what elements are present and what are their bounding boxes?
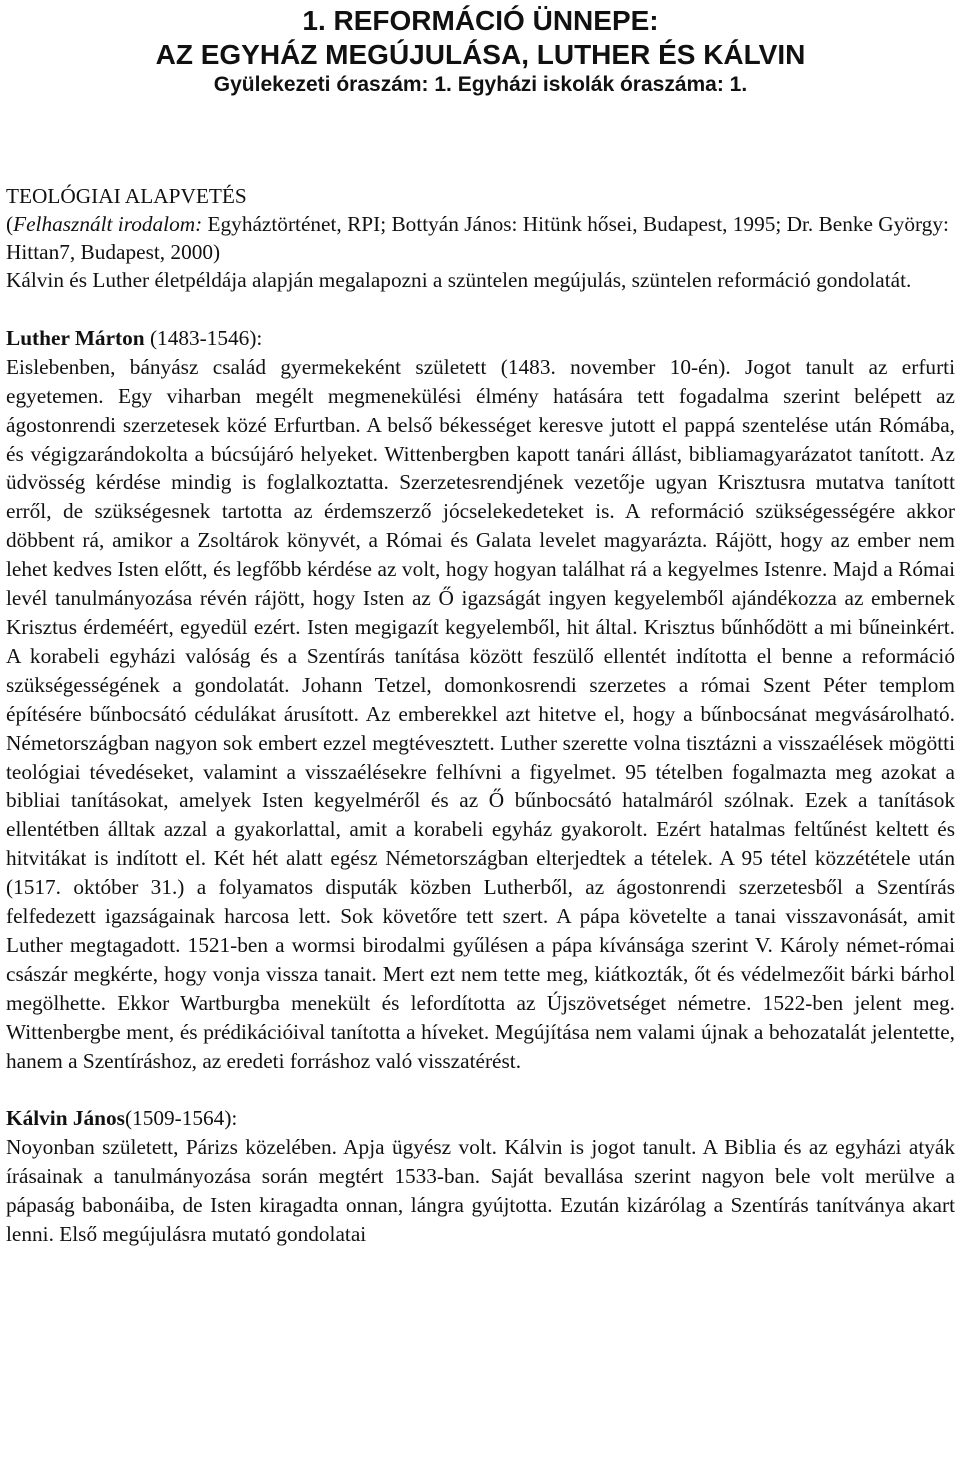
section-title: TEOLÓGIAI ALAPVETÉS — [6, 184, 247, 208]
aim-paragraph: Kálvin és Luther életpéldája alapján megalapozni a szüntelen megújulás, szüntelen reformáció gondolatát. — [6, 268, 912, 292]
kalvin-dates: (1509-1564): — [124, 1106, 238, 1131]
luther-heading — [6, 324, 955, 353]
page-title-line1: 1. REFORMÁCIÓ ÜNNEPE: — [302, 5, 659, 36]
literature-label: Felhasznált irodalom: — [13, 212, 203, 236]
lesson-hours: Gyülekezeti óraszám: 1. Egyházi iskolák óraszáma: 1. — [213, 73, 748, 96]
page-title-line2: AZ EGYHÁZ MEGÚJULÁSA, LUTHER ÉS KÁLVIN — [155, 39, 806, 70]
literature-text: Egyháztörténet, RPI; Bottyán János: Hitünk hősei, Budapest, 1995; Dr. Benke György: Hittan7, Budapest, 2000) — [6, 212, 949, 264]
kalvin-paragraph: Noyonban született, Párizs közelében. Apja ügyész volt. Kálvin is jogot tanult. A Biblia és az egyházi atyák írásainak a tanulmányozása során megtért 1533-ban. Saját bevallása szerint nagyon bele volt merülve a pápaság babonáiba, de Isten kiragadta onnan, lángra gyújtotta. Ezután kizárólag a Szentírás tanítványa akart lenni. Első megújulásra mutató gondolatai — [6, 1135, 955, 1247]
literature-reference — [6, 210, 955, 266]
kalvin-heading — [6, 1104, 955, 1133]
kalvin-name: Kálvin János — [6, 1106, 125, 1131]
luther-paragraph: Eislebenben, bányász család gyermekeként született (1483. november 10-én). Jogot tanult az erfurti egyetemen. Egy viharban megélt megmenekülési élmény hatására tett fogadalma szerint belépett az ágostonrendi szerzetesek közé Erfurtban. A belső békességet keresve jutott el pappá szentelése után Rómába, és végigzarándokolta a búcsújáró helyeket. Wittenbergben kapott tanári állást, bibliamagyarázatot tanított. Az üdvösség kérdése mindig is foglalkoztatta. Szerzetesrendjének vezetője ugyan Krisztusra mutatva tanított erről, de szükségesnek tartotta az érdemszerző jócselekedeteket is. A reformáció szükségességére akkor döbbent rá, amikor a Zsoltárok könyvét, a Római és Galata levelet magyarázta. Rájött, hogy az ember nem lehet kedves Isten előtt, és legfőbb kérdése az volt, hogy hogyan találhat rá a kegyelmes Istenre. Majd a Római levél tanulmányozása révén rájött, hogy Isten az Ő igazságát ingyen kegyelemből ajándékozza az embernek Krisztus érdeméért, egyedül ezért. Isten megigazít kegyelemből, hit által. Krisztus bűnhődött a mi bűneinkért. A korabeli egyházi valóság és a Szentírás tanítása között feszülő ellentét indította el benne a reformáció szükségességének a gondolatát. Johann Tetzel, domonkosrendi szerzetes a római Szent Péter templom építésére bűnbocsátó cédulákat árusított. Az emberekkel azt hitetve el, hogy a bűnbocsánat megvásárolható. Németországban nagyon sok embert ezzel megtévesztett. Luther szerette volna tisztázni a visszaélések mögötti teológiai tévedéseket, valamint a visszaélésekre felhívni a figyelmet. 95 tételben fogalmazta meg azokat a bibliai tanításokat, amelyek Isten kegyelméről és az Ő bűnbocsátó hatalmáról szólnak. Ezek a tanítások ellentétben álltak azzal a gyakorlattal, amit a korabeli egyház gyakorolt. Ezért hatalmas feltűnést keltett és hitvitákat is indított el. Két hét alatt egész Németországban elterjedtek a tételek. A 95 tétel közzététele után (1517. október 31.) a folyamatos disputák közben Lutherből, az ágostonrendi szerzetesből a Szentírás felfedezett igazságainak harcosa lett. Sok követőre tett szert. A pápa követelte a tanai visszavonását, amit Luther megtagadott. 1521-ben a wormsi birodalmi gyűlésen a pápa kívánsága szerint V. Károly német-római császár megkérte, hogy vonja vissza tanait. Mert ezt nem tette meg, kiátkozták, őt és védelmezőit bárki bárhol megölhette. Ekkor Wartburgba menekült és lefordította az Újszövetséget németre. 1522-ben jelent meg. Wittenbergbe ment, és prédikációival tanította a híveket. Megújítása nem valami újnak a behozatalát jelentette, hanem a Szentíráshoz, az eredeti forráshoz való visszatérést. — [6, 354, 955, 1073]
luther-name: Luther Márton — [6, 325, 145, 350]
literature-open-paren: ( — [6, 212, 14, 236]
document-header — [6, 0, 955, 98]
luther-dates: (1483-1546): — [144, 325, 263, 350]
